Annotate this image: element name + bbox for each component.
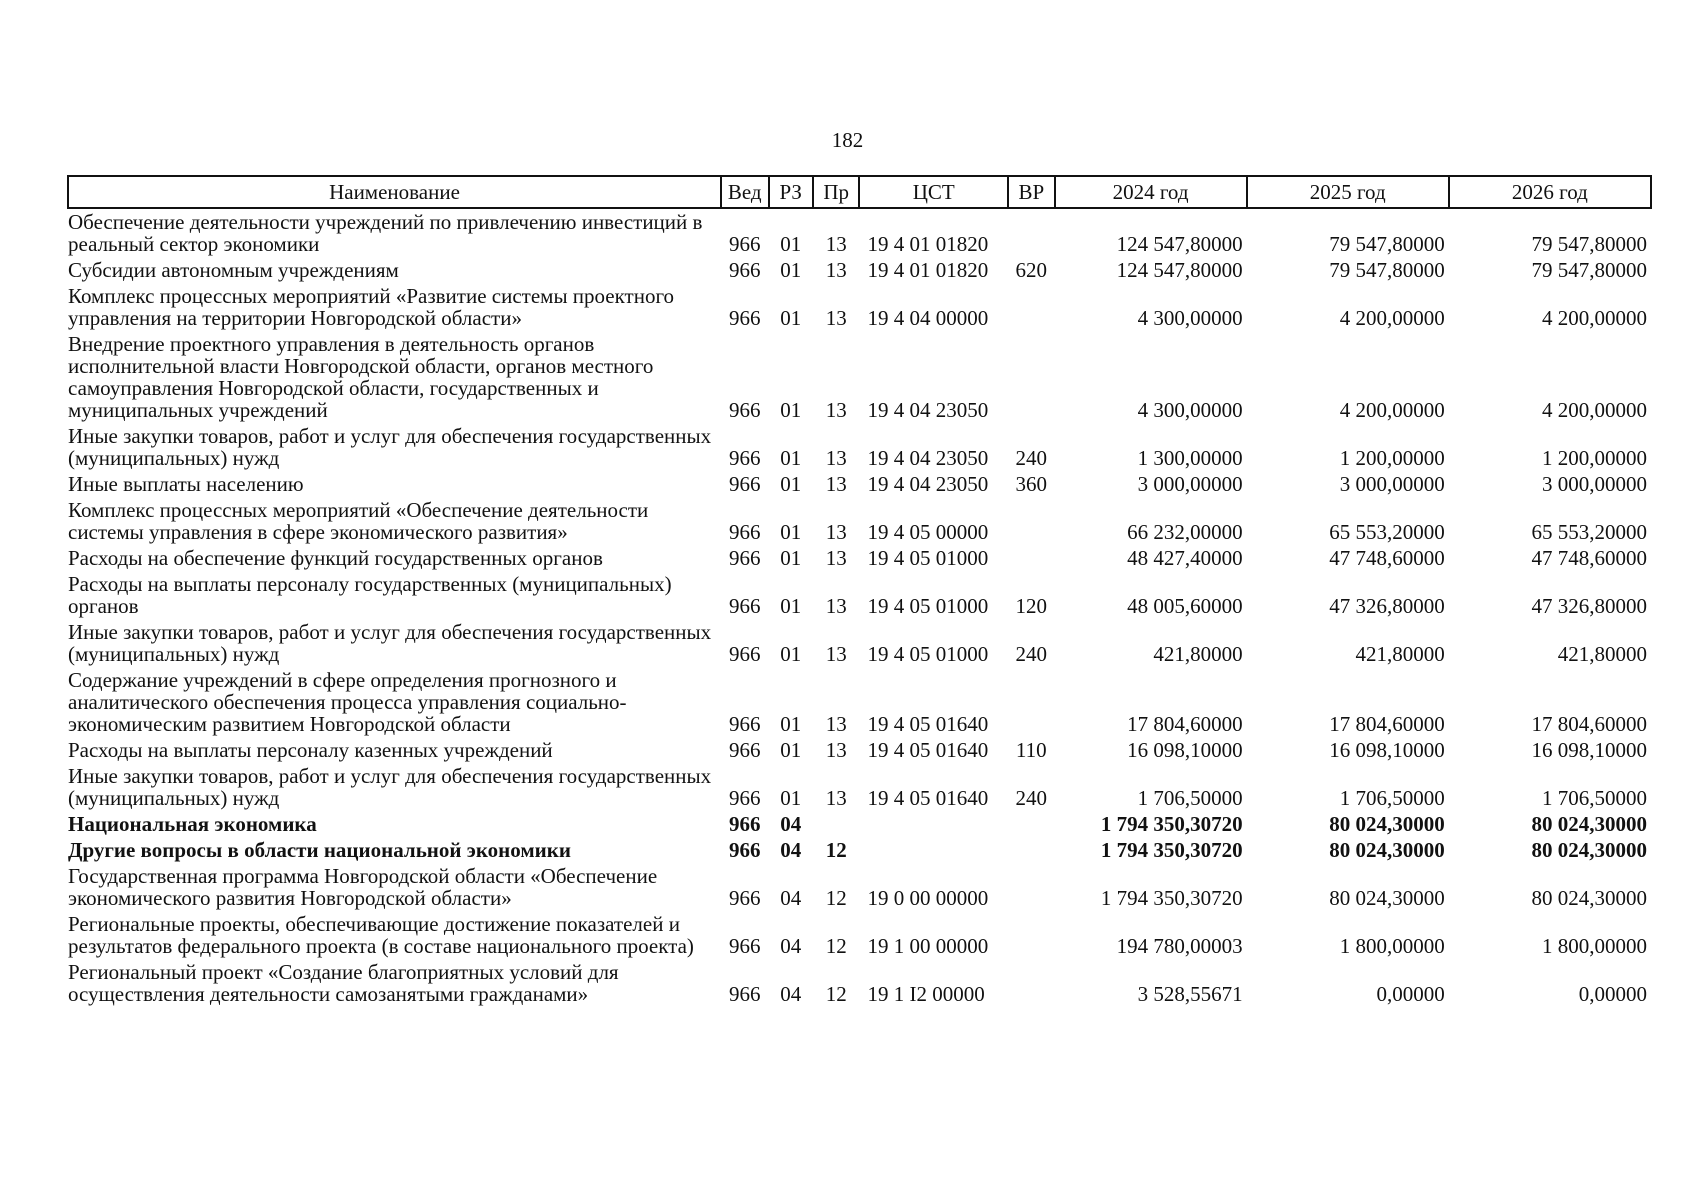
row-amount-2026: 80 024,30000	[1531, 886, 1647, 910]
row-pr: 13	[825, 306, 847, 330]
row-amount-2025: 421,80000	[1355, 642, 1445, 666]
row-cst: 19 4 04 23050	[867, 398, 989, 422]
row-amount-2026: 80 024,30000	[1531, 812, 1647, 836]
row-ved: 966	[729, 594, 761, 618]
row-amount-2026: 3 000,00000	[1542, 472, 1647, 496]
row-vr: 240	[1015, 642, 1048, 666]
row-amount-2024: 1 300,00000	[1137, 446, 1243, 470]
row-rz: 04	[780, 934, 802, 958]
table-row	[68, 257, 1651, 283]
col-header-ved: Вед	[721, 176, 769, 208]
row-amount-2025: 3 000,00000	[1339, 472, 1445, 496]
row-pr: 13	[825, 738, 847, 762]
row-ved: 966	[729, 838, 761, 862]
row-rz: 01	[780, 712, 802, 736]
row-rz: 01	[780, 594, 802, 618]
row-ved: 966	[729, 306, 761, 330]
row-rz: 01	[780, 398, 802, 422]
row-name: Комплекс процессных мероприятий «Развитие системы проектного управления на территории Новгородской области»	[68, 284, 675, 330]
row-amount-2025: 0,00000	[1376, 982, 1445, 1006]
row-amount-2026: 79 547,80000	[1531, 232, 1647, 256]
row-name: Иные закупки товаров, работ и услуг для обеспечения государственных (муниципальных) нужд	[68, 620, 712, 666]
row-vr	[1008, 545, 1054, 571]
col-header-2026: 2026 год	[1449, 176, 1651, 208]
row-amount-2024: 4 300,00000	[1137, 398, 1243, 422]
row-name: Государственная программа Новгородской области «Обеспечение экономического развития Новгородской области»	[68, 864, 658, 910]
row-amount-2026: 16 098,10000	[1531, 738, 1647, 762]
row-cst: 19 1 I2 00000	[867, 982, 985, 1006]
row-amount-2024: 3 528,55671	[1137, 982, 1243, 1006]
row-name: Расходы на выплаты персоналу государственных (муниципальных) органов	[68, 572, 672, 618]
row-cst: 19 4 05 01640	[867, 786, 989, 810]
row-ved: 966	[729, 398, 761, 422]
row-amount-2024: 124 547,80000	[1116, 258, 1243, 282]
row-pr: 13	[825, 546, 847, 570]
row-rz: 01	[780, 446, 802, 470]
row-ved: 966	[729, 520, 761, 544]
table-row	[68, 863, 1651, 911]
table-row	[68, 619, 1651, 667]
row-rz: 04	[780, 982, 802, 1006]
row-amount-2025: 47 748,60000	[1329, 546, 1445, 570]
row-amount-2025: 1 706,50000	[1339, 786, 1445, 810]
row-amount-2025: 16 098,10000	[1329, 738, 1445, 762]
row-vr	[1008, 667, 1054, 737]
row-rz: 01	[780, 232, 802, 256]
row-ved: 966	[729, 934, 761, 958]
row-cst: 19 4 04 23050	[867, 446, 989, 470]
row-ved: 966	[729, 786, 761, 810]
row-amount-2026: 80 024,30000	[1531, 838, 1647, 862]
table-row	[68, 763, 1651, 811]
row-rz: 01	[780, 738, 802, 762]
row-amount-2025: 79 547,80000	[1329, 258, 1445, 282]
row-cst	[859, 811, 1008, 837]
row-amount-2026: 0,00000	[1578, 982, 1647, 1006]
col-header-pr: Пр	[813, 176, 859, 208]
row-cst: 19 4 04 23050	[867, 472, 989, 496]
row-vr	[1008, 208, 1054, 257]
row-rz: 04	[780, 812, 802, 836]
row-pr: 13	[825, 786, 847, 810]
row-pr: 12	[825, 982, 847, 1006]
row-ved: 966	[729, 642, 761, 666]
row-ved: 966	[729, 738, 761, 762]
row-vr	[1008, 863, 1054, 911]
row-name: Субсидии автономным учреждениям	[68, 258, 399, 282]
table-row	[68, 331, 1651, 423]
row-ved: 966	[729, 982, 761, 1006]
row-cst: 19 4 05 01000	[867, 594, 989, 618]
row-name: Региональный проект «Создание благоприятных условий для осуществления деятельности самозанятыми гражданами»	[68, 960, 619, 1006]
table-row	[68, 208, 1651, 257]
row-amount-2024: 124 547,80000	[1116, 232, 1243, 256]
row-rz: 01	[780, 520, 802, 544]
row-pr: 13	[825, 258, 847, 282]
row-ved: 966	[729, 232, 761, 256]
row-cst: 19 0 00 00000	[867, 886, 989, 910]
col-header-2024: 2024 год	[1055, 176, 1247, 208]
row-amount-2025: 1 200,00000	[1339, 446, 1445, 470]
row-amount-2026: 4 200,00000	[1542, 306, 1647, 330]
row-pr: 13	[825, 398, 847, 422]
row-name: Национальная экономика	[68, 812, 317, 836]
row-amount-2025: 80 024,30000	[1329, 812, 1445, 836]
row-amount-2024: 1 794 350,30720	[1100, 886, 1243, 910]
row-amount-2024: 17 804,60000	[1127, 712, 1243, 736]
row-amount-2025: 65 553,20000	[1329, 520, 1445, 544]
row-cst: 19 4 05 01640	[867, 712, 989, 736]
row-amount-2024: 16 098,10000	[1127, 738, 1243, 762]
row-vr	[1008, 837, 1054, 863]
row-cst	[859, 837, 1008, 863]
row-rz: 01	[780, 258, 802, 282]
row-amount-2024: 3 000,00000	[1137, 472, 1243, 496]
row-ved: 966	[729, 446, 761, 470]
row-pr: 13	[825, 642, 847, 666]
row-amount-2024: 421,80000	[1153, 642, 1243, 666]
row-amount-2026: 47 326,80000	[1531, 594, 1647, 618]
col-header-cst: ЦСТ	[859, 176, 1008, 208]
row-pr: 13	[825, 594, 847, 618]
table-row	[68, 811, 1651, 837]
row-name: Региональные проекты, обеспечивающие достижение показателей и результатов федерального проекта (в составе национального проекта)	[68, 912, 694, 958]
row-cst: 19 4 05 01640	[867, 738, 989, 762]
row-name: Иные закупки товаров, работ и услуг для обеспечения государственных (муниципальных) нужд	[68, 764, 712, 810]
row-cst: 19 4 01 01820	[867, 232, 989, 256]
row-pr: 13	[825, 472, 847, 496]
row-pr: 13	[825, 446, 847, 470]
table-row	[68, 571, 1651, 619]
row-vr: 360	[1015, 472, 1048, 496]
row-pr: 12	[825, 838, 847, 862]
row-name: Обеспечение деятельности учреждений по привлечению инвестиций в реальный сектор экономики	[68, 210, 703, 256]
row-amount-2026: 4 200,00000	[1542, 398, 1647, 422]
row-vr: 620	[1015, 258, 1048, 282]
row-vr	[1008, 497, 1054, 545]
row-amount-2026: 65 553,20000	[1531, 520, 1647, 544]
row-amount-2025: 80 024,30000	[1329, 886, 1445, 910]
table-row	[68, 911, 1651, 959]
row-vr	[1008, 959, 1054, 1007]
row-amount-2025: 4 200,00000	[1339, 306, 1445, 330]
row-rz: 04	[780, 886, 802, 910]
row-amount-2026: 1 200,00000	[1542, 446, 1647, 470]
table-row	[68, 667, 1651, 737]
row-pr: 12	[825, 886, 847, 910]
row-ved: 966	[729, 886, 761, 910]
row-amount-2025: 47 326,80000	[1329, 594, 1445, 618]
table-body	[68, 208, 1651, 1007]
row-amount-2026: 1 800,00000	[1542, 934, 1647, 958]
row-amount-2026: 79 547,80000	[1531, 258, 1647, 282]
table-row	[68, 497, 1651, 545]
row-rz: 01	[780, 472, 802, 496]
row-amount-2024: 66 232,00000	[1127, 520, 1243, 544]
row-name: Содержание учреждений в сфере определения прогнозного и аналитического обеспечения процесса управления социально-экономическим развитием Новгородской области	[68, 668, 627, 736]
table-header-row	[68, 176, 1651, 208]
row-amount-2025: 4 200,00000	[1339, 398, 1445, 422]
row-name: Иные закупки товаров, работ и услуг для обеспечения государственных (муниципальных) нужд	[68, 424, 712, 470]
row-name: Внедрение проектного управления в деятельность органов исполнительной власти Новгородской области, органов местного самоуправления Новгородской области, государственных и муниципальных учреждений	[68, 332, 654, 422]
row-vr: 240	[1015, 446, 1048, 470]
row-amount-2024: 4 300,00000	[1137, 306, 1243, 330]
row-amount-2025: 1 800,00000	[1339, 934, 1445, 958]
row-ved: 966	[729, 258, 761, 282]
row-vr	[1008, 811, 1054, 837]
row-amount-2025: 79 547,80000	[1329, 232, 1445, 256]
row-name: Расходы на обеспечение функций государственных органов	[68, 546, 603, 570]
row-vr: 120	[1015, 594, 1048, 618]
row-ved: 966	[729, 812, 761, 836]
row-name: Другие вопросы в области национальной экономики	[68, 838, 571, 862]
table-row	[68, 837, 1651, 863]
row-rz: 01	[780, 642, 802, 666]
row-pr: 13	[825, 712, 847, 736]
table-row	[68, 545, 1651, 571]
row-vr	[1008, 911, 1054, 959]
table-row	[68, 959, 1651, 1007]
row-rz: 01	[780, 306, 802, 330]
row-name: Комплекс процессных мероприятий «Обеспечение деятельности системы управления в сфере экономического развития»	[68, 498, 649, 544]
col-header-rz: РЗ	[769, 176, 813, 208]
row-cst: 19 4 01 01820	[867, 258, 989, 282]
row-rz: 01	[780, 546, 802, 570]
row-pr: 13	[825, 520, 847, 544]
row-amount-2024: 48 427,40000	[1127, 546, 1243, 570]
row-cst: 19 1 00 00000	[867, 934, 989, 958]
row-rz: 01	[780, 786, 802, 810]
row-amount-2026: 17 804,60000	[1531, 712, 1647, 736]
page-number: 182	[831, 128, 864, 152]
row-rz: 04	[780, 838, 802, 862]
col-header-2025: 2025 год	[1247, 176, 1449, 208]
table-row	[68, 283, 1651, 331]
col-header-name: Наименование	[68, 176, 721, 208]
row-pr: 13	[825, 232, 847, 256]
row-ved: 966	[729, 472, 761, 496]
row-vr	[1008, 331, 1054, 423]
row-amount-2024: 1 794 350,30720	[1100, 812, 1243, 836]
row-pr: 12	[825, 934, 847, 958]
row-cst: 19 4 04 00000	[867, 306, 989, 330]
row-amount-2026: 1 706,50000	[1542, 786, 1647, 810]
col-header-vr: ВР	[1008, 176, 1054, 208]
row-cst: 19 4 05 00000	[867, 520, 989, 544]
row-ved: 966	[729, 712, 761, 736]
row-cst: 19 4 05 01000	[867, 546, 989, 570]
row-amount-2025: 80 024,30000	[1329, 838, 1445, 862]
row-ved: 966	[729, 546, 761, 570]
row-amount-2024: 1 794 350,30720	[1100, 838, 1243, 862]
row-amount-2026: 421,80000	[1557, 642, 1647, 666]
row-vr: 110	[1015, 738, 1047, 762]
row-name: Расходы на выплаты персоналу казенных учреждений	[68, 738, 553, 762]
row-name: Иные выплаты населению	[68, 472, 304, 496]
row-vr: 240	[1015, 786, 1048, 810]
row-vr	[1008, 283, 1054, 331]
row-amount-2024: 194 780,00003	[1116, 934, 1243, 958]
row-cst: 19 4 05 01000	[867, 642, 989, 666]
table-row	[68, 737, 1651, 763]
row-amount-2025: 17 804,60000	[1329, 712, 1445, 736]
row-amount-2024: 1 706,50000	[1137, 786, 1243, 810]
row-pr	[813, 811, 859, 837]
table-row	[68, 423, 1651, 471]
row-amount-2024: 48 005,60000	[1127, 594, 1243, 618]
table-row	[68, 471, 1651, 497]
budget-table	[67, 175, 1652, 1007]
row-amount-2026: 47 748,60000	[1531, 546, 1647, 570]
